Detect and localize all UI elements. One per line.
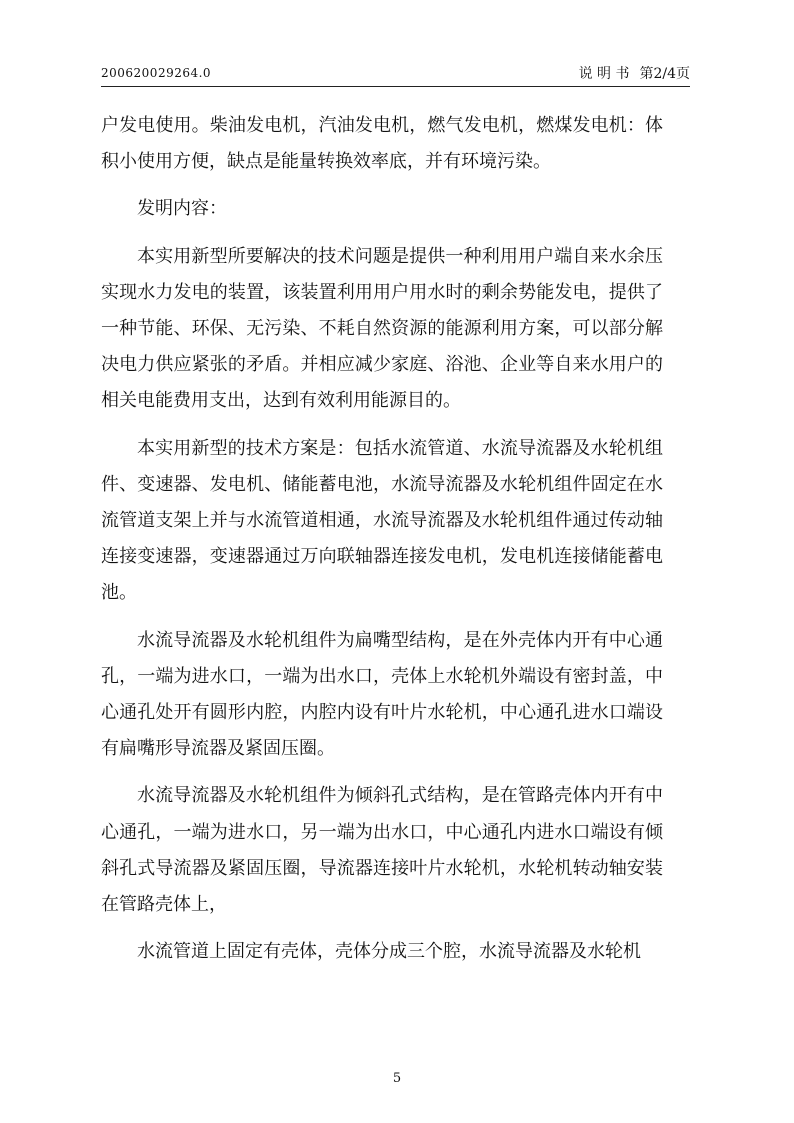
paragraph-technical-problem: 本实用新型所要解决的技术问题是提供一种利用用户端自来水余压实现水力发电的装置，该装置利用用户用水时的剩余势能发电，提供了一种节能、环保、无污染、不耗自然资源的能源利用方案，可以部分解决电力供应紧张的矛盾。并相应减少家庭、浴池、企业等自来水用户的相关电能费用支出，达到有效利用能源目的。: [101, 245, 663, 412]
document-body: [101, 108, 663, 970]
section-heading-invention-content: 发明内容：: [137, 198, 227, 220]
paragraph-flat-nozzle-structure: 水流导流器及水轮机组件为扁嘴型结构，是在外壳体内开有中心通孔，一端为进水口，一端为出水口，壳体上水轮机外端设有密封盖，中心通孔处开有圆形内腔，内腔内设有叶片水轮机，中心通孔进水口端设有扁嘴形导流器及紧固压圈。: [101, 629, 663, 760]
page-number: 5: [392, 1071, 402, 1086]
paragraph-continuation: 户发电使用。柴油发电机，汽油发电机，燃气发电机，燃煤发电机：体积小使用方便，缺点是能量转换效率底，并有环境污染。: [101, 115, 663, 173]
page-header: [101, 60, 690, 87]
document-number: 200620029264.0: [101, 66, 212, 80]
document-type: 说 明 书: [578, 66, 630, 82]
paragraph-inclined-hole-structure: 水流导流器及水轮机组件为倾斜孔式结构，是在管路壳体内开有中心通孔，一端为进水口，另一端为出水口，中心通孔内进水口端设有倾斜孔式导流器及紧固压圈，导流器连接叶片水轮机，水轮机转动轴安装在管路壳体上，: [101, 785, 663, 916]
paragraph-housing-chambers: 水流管道上固定有壳体，壳体分成三个腔，水流导流器及水轮机: [137, 941, 641, 963]
header-right: [569, 63, 690, 83]
paragraph-technical-solution: 本实用新型的技术方案是：包括水流管道、水流导流器及水轮机组件、变速器、发电机、储能蓄电池，水流导流器及水轮机组件固定在水流管道支架上并与水流管道相通，水流导流器及水轮机组件通过传动轴连接变速器，变速器通过万向联轴器连接发电机，发电机连接储能蓄电池。: [101, 437, 663, 604]
page-label: 第2/4页: [639, 66, 690, 82]
